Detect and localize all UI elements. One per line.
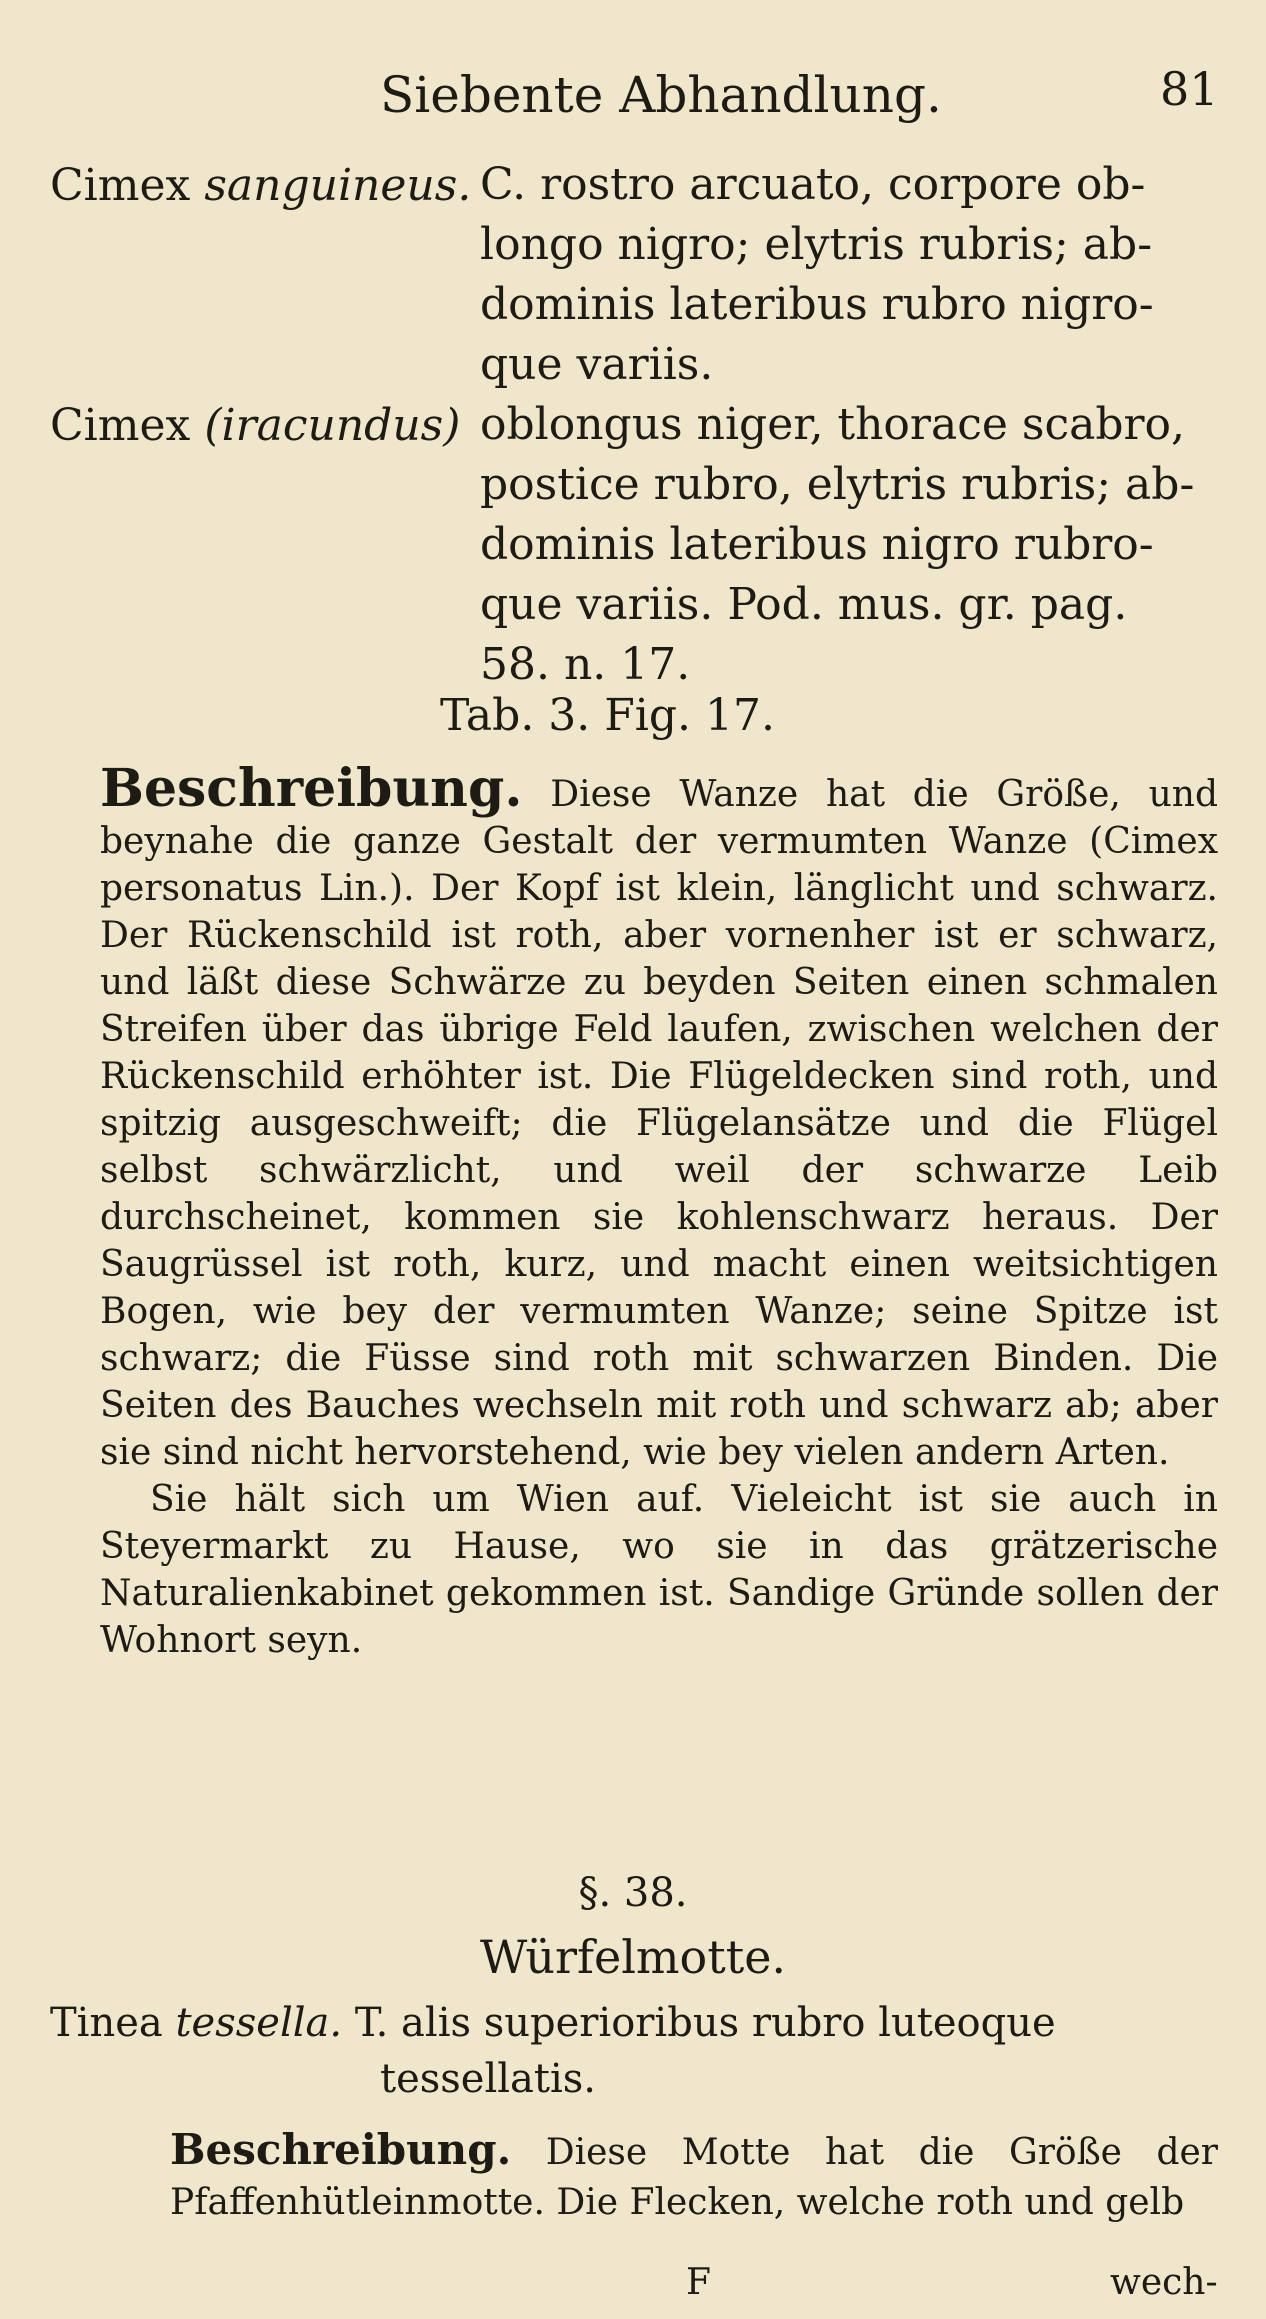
- entry-name-1: [50, 160, 471, 211]
- tinea-description: [170, 2125, 1218, 2228]
- genus-name: Cimex: [50, 160, 191, 211]
- entry-diagnosis-1: [480, 155, 1154, 395]
- description-text: Diese Motte hat die Größe der Pfaffenhütleinmotte. Die Flecken, welche roth und gelb: [170, 2132, 1219, 2223]
- signature-mark: F: [686, 2262, 711, 2303]
- description-heading: Beschreibung.: [170, 2125, 512, 2174]
- diagnosis-line: dominis lateribus nigro rubro-: [480, 519, 1154, 570]
- diagnosis-line: dominis lateribus rubro nigro-: [480, 279, 1154, 330]
- description-heading: Beschreibung.: [100, 758, 523, 819]
- species-name: sanguineus.: [204, 160, 472, 211]
- tinea-entry: [50, 1995, 1056, 2107]
- description-text: Diese Wanze hat die Größe, und beynahe die ganze Gestalt der vermumten Wanze (Cimex personatus Lin.). Der Kopf ist klein, länglicht und schwarz. Der Rückenschild ist roth, aber vornenher ist er schwarz, und läßt diese Schwärze zu beyden Seiten einen schmalen Streifen über das übrige Feld laufen, zwischen welchen der Rückenschild erhöhter ist. Die Flügeldecken sind roth, und spitzig ausgeschweift; die Flügelansätze und die Flügel selbst schwärzlicht, und weil der schwarze Leib durchscheinet, kommen sie kohlenschwarz heraus. Der Saugrüssel ist roth, kurz, und macht einen weitsichtigen Bogen, wie bey der vermumten Wanze; seine Spitze ist schwarz; die Füsse sind roth mit schwarzen Binden. Die Seiten des Bauches wechseln mit roth und schwarz ab; aber sie sind nicht hervorstehend, wie bey vielen andern Arten.: [100, 774, 1218, 1473]
- catchword: wech-: [1110, 2262, 1218, 2303]
- species-name: tessella.: [175, 2000, 343, 2046]
- genus-name: Tinea: [50, 2000, 163, 2046]
- diagnosis-line: postice rubro, elytris rubris; ab-: [480, 459, 1195, 510]
- diagnosis-line: que variis.: [480, 339, 714, 390]
- section-number: §. 38.: [578, 1870, 688, 1916]
- diagnosis-line: T. alis superioribus rubro luteoque: [354, 2000, 1056, 2046]
- diagnosis-line: tessellatis.: [380, 2056, 597, 2102]
- plate-reference: Tab. 3. Fig. 17.: [440, 690, 775, 741]
- entry-diagnosis-2: [480, 395, 1194, 695]
- running-header: Siebente Abhandlung.: [380, 66, 942, 124]
- section-title: Würfelmotte.: [479, 1930, 787, 1984]
- entry-name-2: [50, 400, 460, 451]
- description-block: [100, 758, 1218, 1664]
- diagnosis-line: 58. n. 17.: [480, 639, 691, 690]
- habitat-text: Sie hält sich um Wien auf. Vieleicht ist sie auch in Steyermarkt zu Hause, wo sie in das grätzerische Naturalienkabinet gekommen ist. Sandige Gründe sollen der Wohnort seyn.: [100, 1479, 1218, 1661]
- genus-name: Cimex: [50, 400, 191, 451]
- page-number: 81: [1160, 62, 1219, 116]
- diagnosis-line: oblongus niger, thorace scabro,: [480, 399, 1185, 450]
- diagnosis-line: que variis. Pod. mus. gr. pag.: [480, 579, 1128, 630]
- diagnosis-line: C. rostro arcuato, corpore ob-: [480, 159, 1146, 210]
- diagnosis-line: longo nigro; elytris rubris; ab-: [480, 219, 1153, 270]
- species-name: (iracundus): [204, 400, 461, 451]
